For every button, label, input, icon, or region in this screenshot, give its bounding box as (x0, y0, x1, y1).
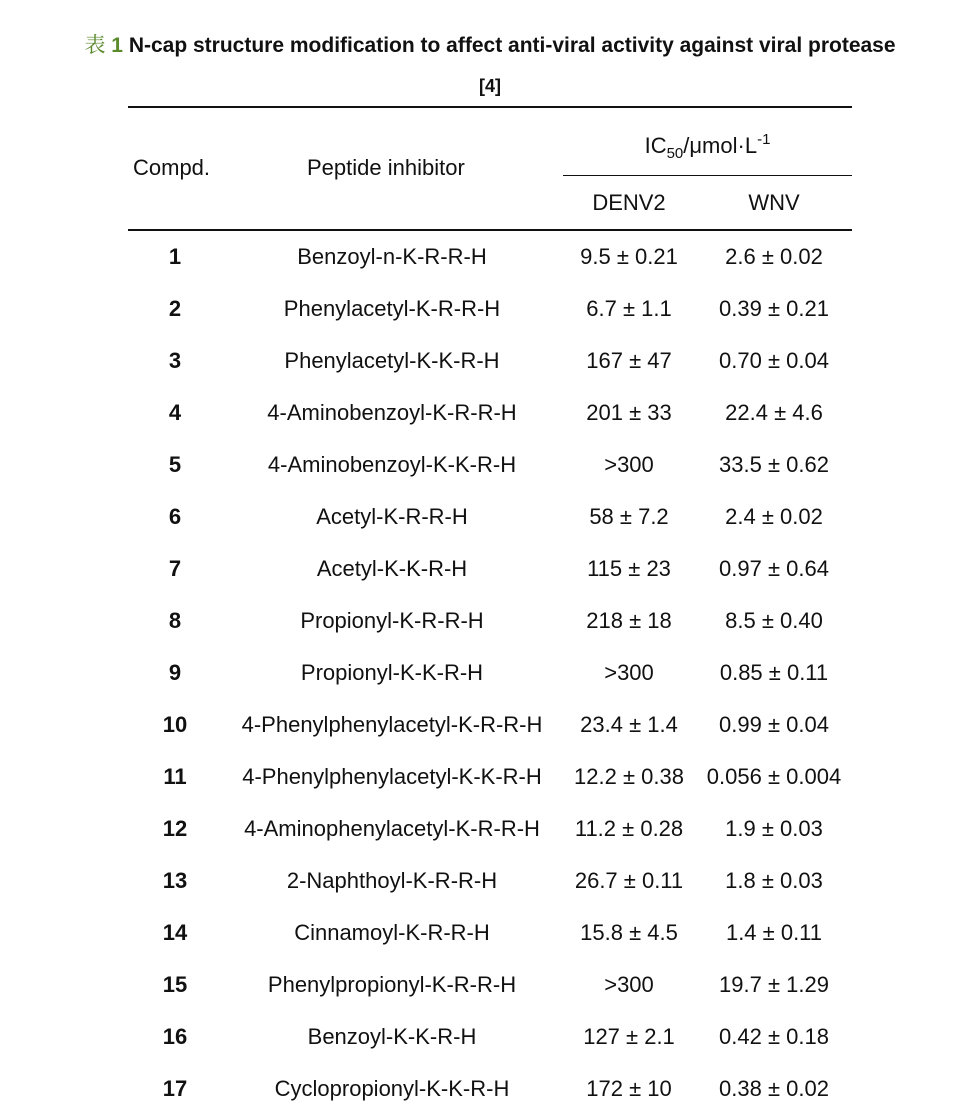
caption-reference: [4] (479, 76, 501, 96)
table-row (0, 647, 975, 699)
table-row (0, 231, 975, 283)
table-row (0, 855, 975, 907)
peptide-inhibitor: Cyclopropionyl-K-K-R-H (274, 1076, 510, 1101)
header-denv2: DENV2 (592, 190, 666, 215)
wnv-ic50: 0.39 ± 0.21 (719, 296, 829, 321)
table-row (0, 907, 975, 959)
compound-number: 13 (162, 868, 188, 893)
wnv-ic50: 0.056 ± 0.004 (706, 764, 842, 789)
wnv-ic50: 33.5 ± 0.62 (719, 452, 829, 477)
table-row (0, 335, 975, 387)
header-wnv: WNV (748, 190, 800, 215)
peptide-inhibitor: 4-Aminobenzoyl-K-K-R-H (267, 452, 517, 477)
wnv-ic50: 22.4 ± 4.6 (725, 400, 823, 425)
wnv-ic50: 0.38 ± 0.02 (719, 1076, 829, 1101)
table-row (0, 751, 975, 803)
denv2-ic50: 12.2 ± 0.38 (574, 764, 684, 789)
denv2-ic50: 127 ± 2.1 (583, 1024, 675, 1049)
header-ic50-sup: -1 (757, 131, 771, 148)
table-row (0, 803, 975, 855)
compound-number: 3 (168, 348, 182, 373)
peptide-inhibitor: Acetyl-K-K-R-H (316, 556, 468, 581)
compound-number: 17 (162, 1076, 188, 1101)
peptide-inhibitor: 4-Aminobenzoyl-K-R-R-H (267, 400, 517, 425)
wnv-ic50: 1.9 ± 0.03 (725, 816, 823, 841)
denv2-ic50: >300 (604, 972, 654, 997)
table-row (0, 387, 975, 439)
header-ic50-sub: 50 (666, 145, 684, 162)
peptide-inhibitor: Benzoyl-K-K-R-H (307, 1024, 477, 1049)
compound-number: 4 (168, 400, 182, 425)
caption-number: 1 (111, 34, 123, 57)
wnv-ic50: 0.85 ± 0.11 (719, 660, 829, 685)
table-row (0, 1011, 975, 1063)
header-ic50-unit: /μmol·L (683, 133, 758, 158)
table-row (0, 543, 975, 595)
denv2-ic50: >300 (604, 660, 654, 685)
table-top-rule (128, 106, 852, 108)
denv2-ic50: 9.5 ± 0.21 (580, 244, 678, 269)
wnv-ic50: 19.7 ± 1.29 (719, 972, 829, 997)
peptide-inhibitor: 4-Aminophenylacetyl-K-R-R-H (244, 816, 540, 841)
compound-number: 2 (168, 296, 182, 321)
peptide-inhibitor: 4-Phenylphenylacetyl-K-R-R-H (241, 712, 543, 737)
peptide-inhibitor: Acetyl-K-R-R-H (316, 504, 468, 529)
compound-number: 11 (163, 764, 187, 789)
ic50-group-rule (563, 175, 852, 176)
compound-number: 16 (162, 1024, 188, 1049)
peptide-inhibitor: Phenylpropionyl-K-R-R-H (267, 972, 517, 997)
peptide-inhibitor: Propionyl-K-K-R-H (300, 660, 484, 685)
compound-number: 14 (162, 920, 188, 945)
wnv-ic50: 1.4 ± 0.11 (725, 920, 823, 945)
denv2-ic50: 15.8 ± 4.5 (580, 920, 678, 945)
wnv-ic50: 1.8 ± 0.03 (725, 868, 823, 893)
denv2-ic50: 58 ± 7.2 (589, 504, 669, 529)
wnv-ic50: 8.5 ± 0.40 (725, 608, 823, 633)
compound-number: 12 (162, 816, 188, 841)
wnv-ic50: 0.99 ± 0.04 (719, 712, 829, 737)
denv2-ic50: 11.2 ± 0.28 (574, 816, 684, 841)
wnv-ic50: 0.42 ± 0.18 (719, 1024, 829, 1049)
peptide-inhibitor: Benzoyl-n-K-R-R-H (297, 244, 487, 269)
denv2-ic50: 23.4 ± 1.4 (580, 712, 678, 737)
table-caption (0, 30, 975, 61)
compound-number: 1 (168, 244, 182, 269)
peptide-inhibitor: Cinnamoyl-K-R-R-H (294, 920, 490, 945)
wnv-ic50: 0.97 ± 0.64 (719, 556, 829, 581)
wnv-ic50: 2.6 ± 0.02 (725, 244, 823, 269)
table-row (0, 595, 975, 647)
caption-title: N-cap structure modification to affect anti-viral activity against viral protease (128, 34, 896, 57)
table-row (0, 959, 975, 1011)
header-ic50-prefix: IC (644, 133, 667, 158)
denv2-ic50: 172 ± 10 (586, 1076, 672, 1101)
header-peptide: Peptide inhibitor (307, 155, 465, 180)
header-ic50 (563, 126, 852, 168)
peptide-inhibitor: 2-Naphthoyl-K-R-R-H (286, 868, 498, 893)
peptide-inhibitor: Phenylacetyl-K-R-R-H (283, 296, 501, 321)
peptide-inhibitor: Phenylacetyl-K-K-R-H (284, 348, 500, 373)
wnv-ic50: 0.70 ± 0.04 (719, 348, 829, 373)
table-row (0, 491, 975, 543)
compound-number: 8 (168, 608, 182, 633)
denv2-ic50: >300 (604, 452, 654, 477)
compound-number: 9 (168, 660, 182, 685)
peptide-inhibitor: Propionyl-K-R-R-H (300, 608, 484, 633)
compound-number: 10 (162, 712, 188, 737)
caption-tag: 表 (84, 33, 106, 57)
denv2-ic50: 167 ± 47 (586, 348, 672, 373)
compound-number: 6 (168, 504, 182, 529)
denv2-ic50: 6.7 ± 1.1 (586, 296, 672, 321)
compound-number: 15 (162, 972, 188, 997)
wnv-ic50: 2.4 ± 0.02 (725, 504, 823, 529)
table-row (0, 283, 975, 335)
peptide-inhibitor: 4-Phenylphenylacetyl-K-K-R-H (242, 764, 542, 789)
compound-number: 5 (168, 452, 182, 477)
compound-number: 7 (168, 556, 182, 581)
denv2-ic50: 218 ± 18 (586, 608, 672, 633)
table-row (0, 439, 975, 491)
denv2-ic50: 115 ± 23 (587, 556, 671, 581)
table-row (0, 699, 975, 751)
header-compd: Compd. (133, 155, 211, 180)
table-row (0, 1063, 975, 1115)
denv2-ic50: 201 ± 33 (586, 400, 672, 425)
denv2-ic50: 26.7 ± 0.11 (574, 868, 684, 893)
